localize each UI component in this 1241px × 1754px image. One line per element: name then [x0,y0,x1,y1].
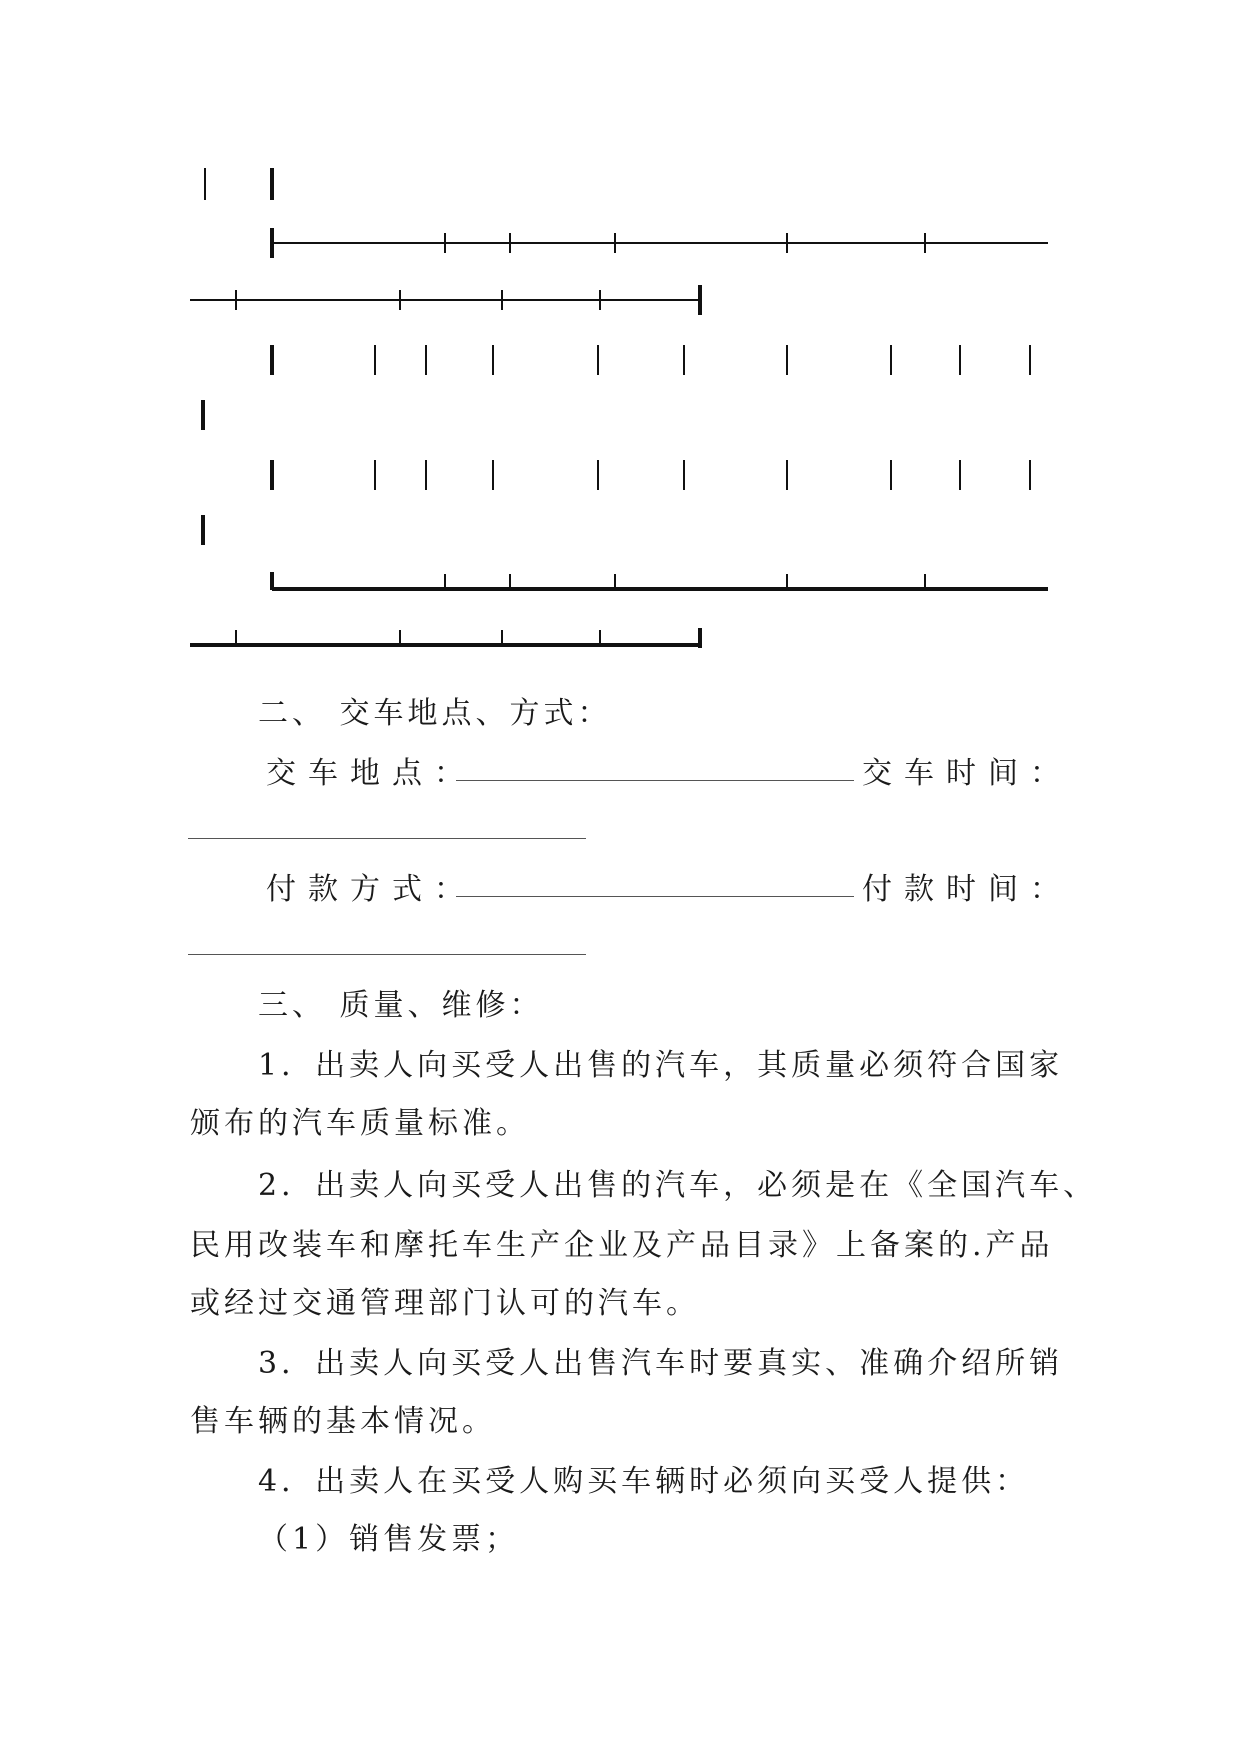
payment-time-blank[interactable] [188,954,586,955]
delivery-place-blank[interactable] [456,780,854,781]
delivery-time-label: 交车时间： [862,756,1072,791]
item-4-line-1: 4．出卖人在买受人购买车辆时必须向买受人提供： [258,1464,1030,1499]
item-1-line-2: 颁布的汽车质量标准。 [190,1106,530,1141]
payment-time-label: 付款时间： [862,872,1072,907]
item-2-line-3: 或经过交通管理部门认可的汽车。 [190,1286,700,1321]
item-2-line-2: 民用改装车和摩托车生产企业及产品目录》上备案的.产品 [190,1228,1054,1263]
delivery-time-blank[interactable] [188,838,586,839]
item-2-line-1: 2．出卖人向买受人出售的汽车，必须是在《全国汽车、 [258,1168,1098,1203]
item-3-line-1: 3．出卖人向买受人出售汽车时要真实、准确介绍所销 [258,1346,1064,1381]
table-border-lines [0,0,1241,680]
payment-method-label: 付款方式： [266,872,476,907]
section-2-heading: 二、 交车地点、方式： [258,696,612,731]
item-4-sub-1: （1）销售发票； [258,1522,520,1557]
section-3-heading: 三、 质量、维修： [258,988,544,1023]
payment-method-blank[interactable] [456,896,854,897]
item-3-line-2: 售车辆的基本情况。 [190,1404,496,1439]
item-1-line-1: 1．出卖人向买受人出售的汽车，其质量必须符合国家 [258,1048,1064,1083]
delivery-place-label: 交车地点： [266,756,476,791]
